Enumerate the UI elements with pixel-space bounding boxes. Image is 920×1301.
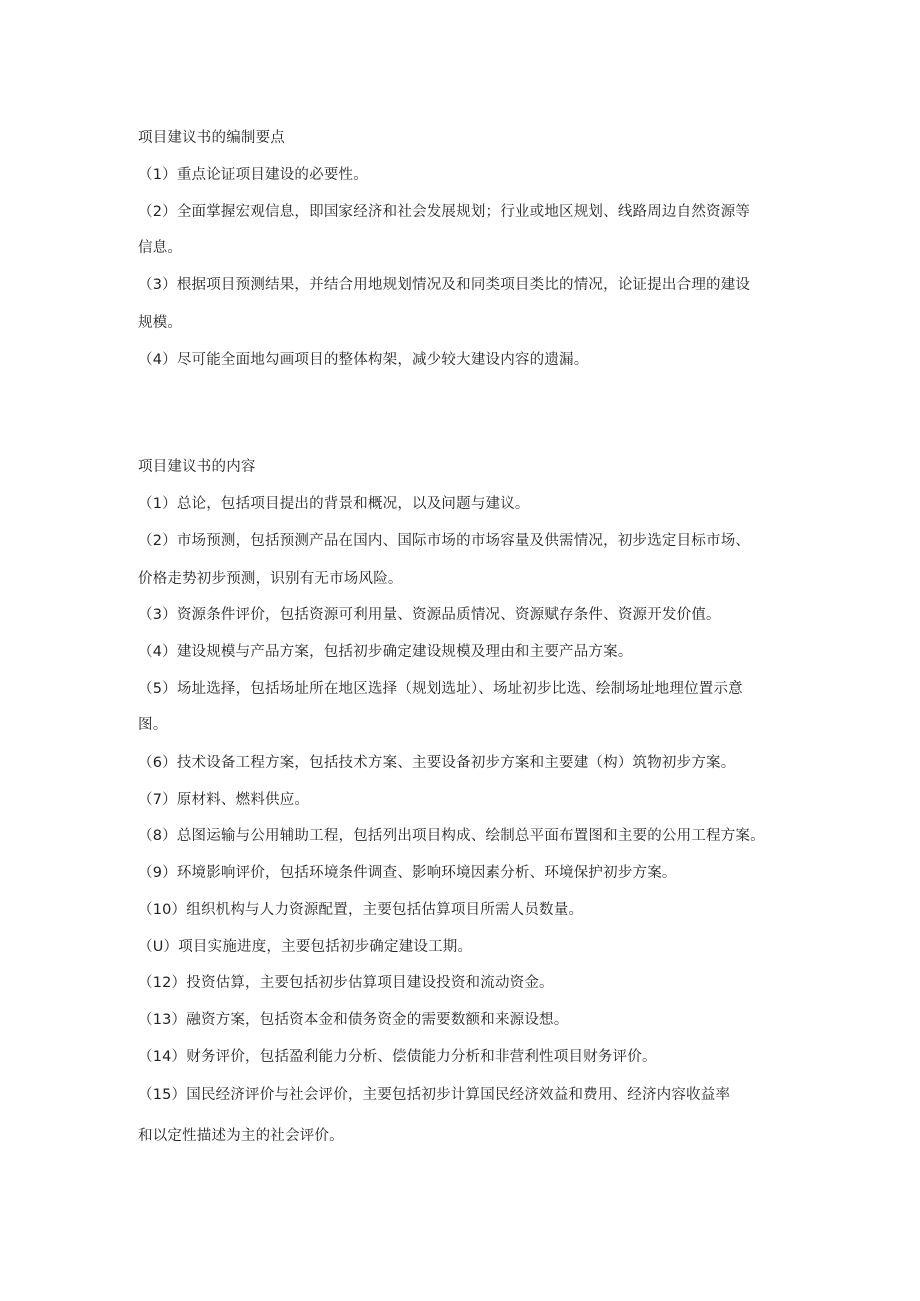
paragraph-line: （7）原材料、燃料供应。: [138, 792, 310, 808]
paragraph-line: （15）国民经济评价与社会评价，主要包括初步计算国民经济效益和费用、经济内容收益率: [138, 1087, 731, 1103]
section-title-contents: 项目建议书的内容: [138, 459, 256, 475]
paragraph-line: （3）根据项目预测结果，并结合用地规划情况及和同类项目类比的情况，论证提出合理的建设: [138, 277, 751, 293]
paragraph-line: 价格走势初步预测，识别有无市场风险。: [138, 571, 403, 587]
paragraph-line: 规模。: [138, 315, 183, 331]
paragraph-line: （4）尽可能全面地勾画项目的整体构架，减少较大建设内容的遗漏。: [138, 352, 589, 368]
paragraph-line: 和以定性描述为主的社会评价。: [138, 1128, 344, 1144]
section-title-compilation-points: 项目建议书的编制要点: [138, 130, 285, 146]
paragraph-line: （9）环境影响评价，包括环境条件调查、影响环境因素分析、环境保护初步方案。: [138, 865, 677, 881]
paragraph-line: （10）组织机构与人力资源配置，主要包括估算项目所需人员数量。: [138, 902, 584, 918]
paragraph-line: （U）项目实施进度，主要包括初步确定建设工期。: [138, 939, 473, 955]
paragraph-line: （2）市场预测，包括预测产品在国内、国际市场的市场容量及供需情况，初步选定目标市场、: [138, 533, 751, 549]
paragraph-line: （6）技术设备工程方案，包括技术方案、主要设备初步方案和主要建（构）筑物初步方案。: [138, 755, 736, 771]
paragraph-line: （2）全面掌握宏观信息，即国家经济和社会发展规划；行业或地区规划、线路周边自然资源等: [138, 204, 751, 220]
paragraph-line: （8）总图运输与公用辅助工程，包括列出项目构成、绘制总平面布置图和主要的公用工程方案。: [138, 828, 765, 844]
paragraph-line: （3）资源条件评价，包括资源可利用量、资源品质情况、资源赋存条件、资源开发价值。: [138, 607, 721, 623]
paragraph-line: （5）场址选择，包括场址所在地区选择（规划选址）、场址初步比选、绘制场址地理位置示意: [138, 681, 743, 697]
paragraph-line: （13）融资方案，包括资本金和债务资金的需要数额和来源设想。: [138, 1012, 569, 1028]
paragraph-line: （1）重点论证项目建设的必要性。: [138, 167, 368, 183]
paragraph-line: （12）投资估算，主要包括初步估算项目建设投资和流动资金。: [138, 975, 554, 991]
paragraph-line: 信息。: [138, 240, 183, 256]
paragraph-line: （14）财务评价，包括盈利能力分析、偿债能力分析和非营利性项目财务评价。: [138, 1049, 657, 1065]
paragraph-line: （1）总论，包括项目提出的背景和概况，以及问题与建议。: [138, 496, 530, 512]
paragraph-line: 图。: [138, 717, 168, 733]
paragraph-line: （4）建设规模与产品方案，包括初步确定建设规模及理由和主要产品方案。: [138, 644, 633, 660]
